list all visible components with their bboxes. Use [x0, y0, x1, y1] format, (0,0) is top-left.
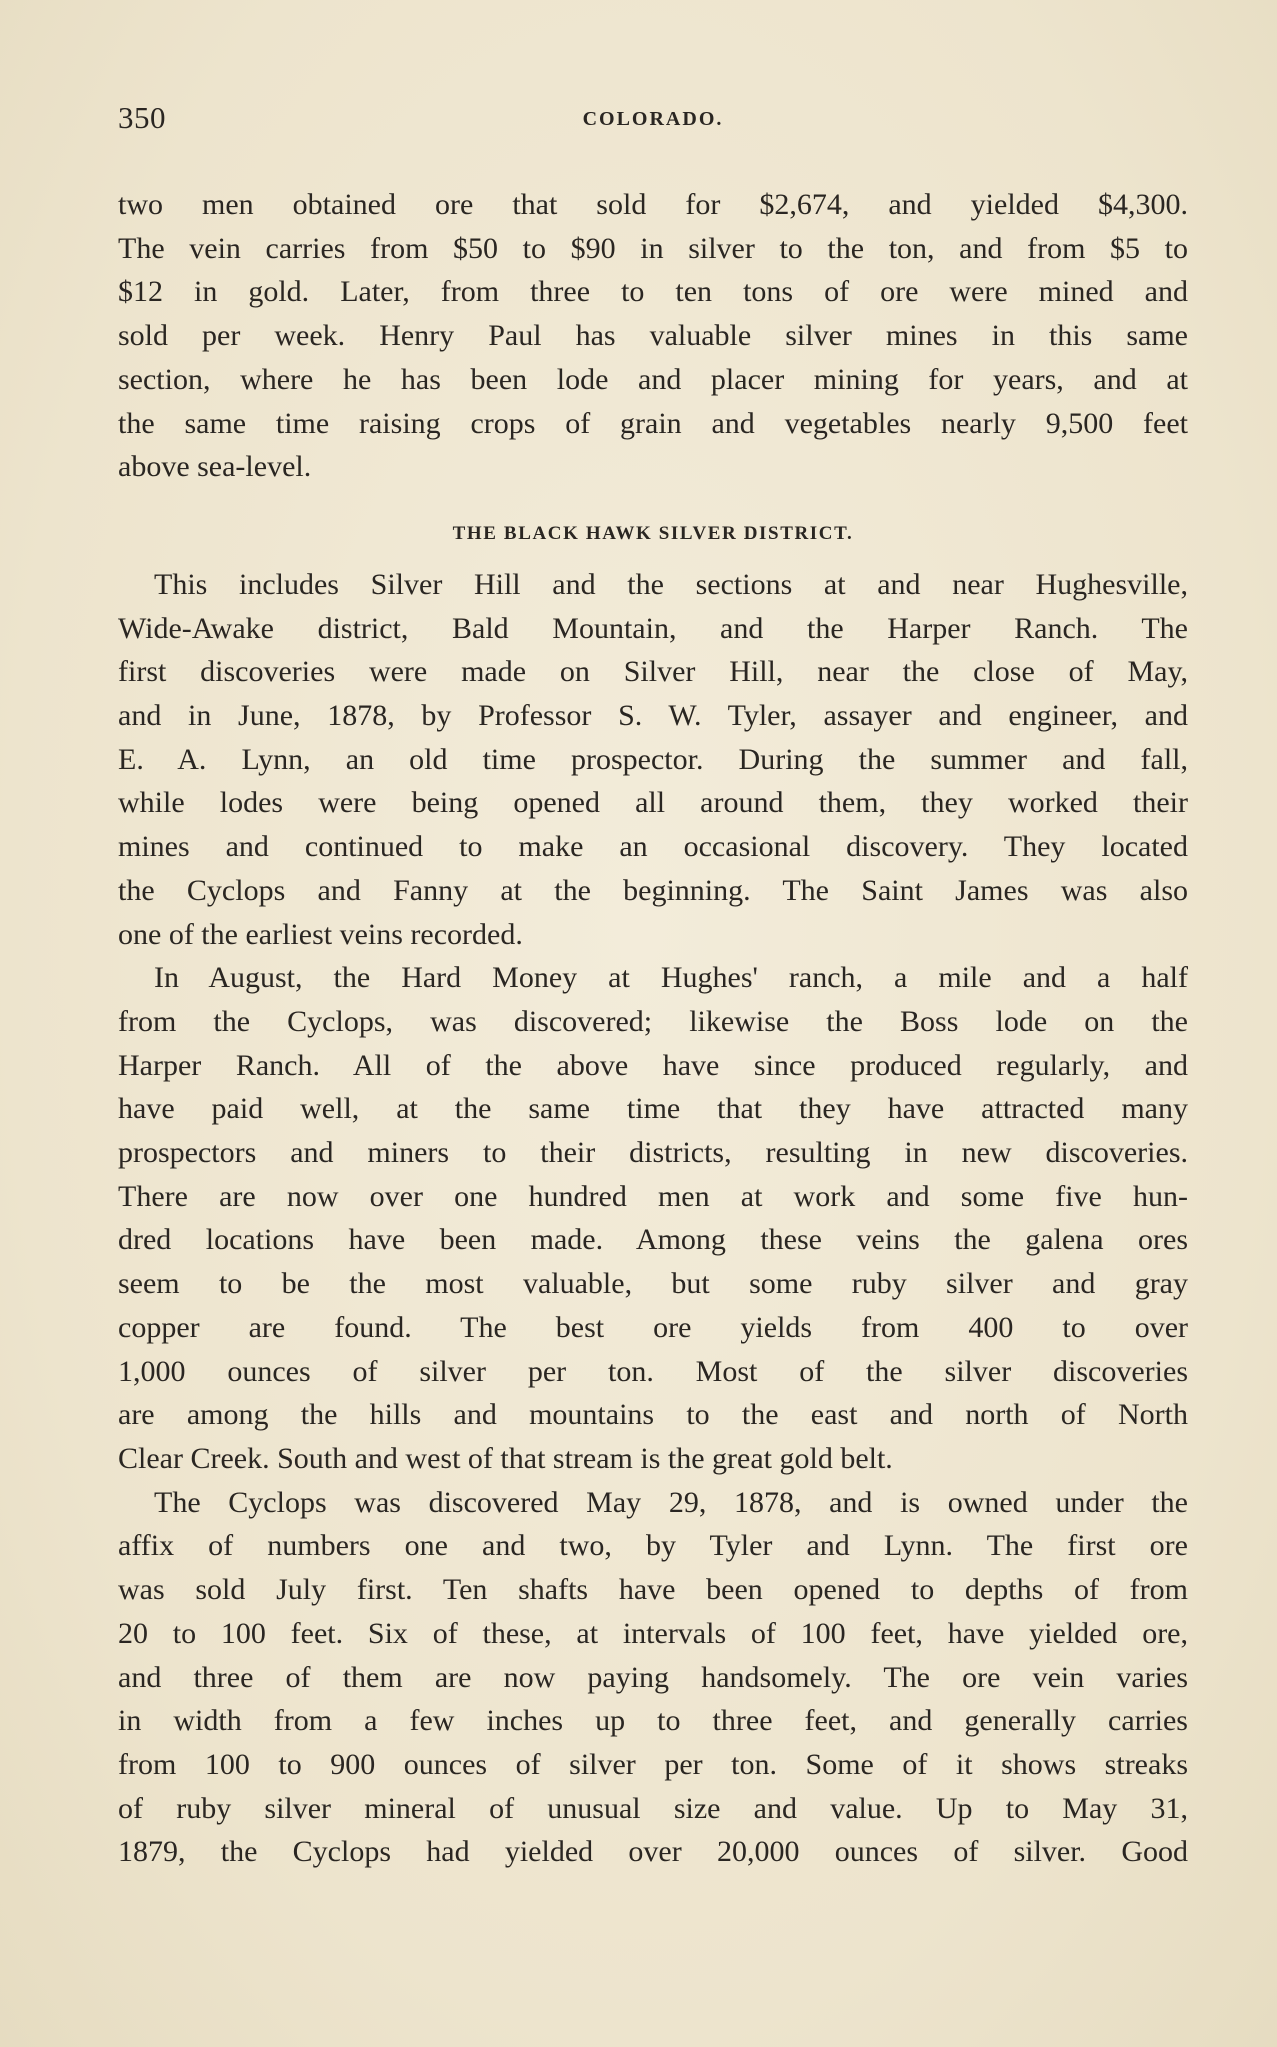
text-line: copper are found. The best ore yields from 400 to over: [118, 1310, 1188, 1344]
text-line: sold per week. Henry Paul has valuable silver mines in this same: [118, 319, 1188, 353]
text-line: in width from a few inches up to three feet, and generally carries: [118, 1704, 1188, 1738]
text-line: first discoveries were made on Silver Hill, near the close of May,: [118, 655, 1188, 689]
text-line: mines and continued to make an occasional discovery. They located: [118, 830, 1188, 864]
text-line: section, where he has been lode and placer mining for years, and at: [118, 362, 1188, 396]
text-line: have paid well, at the same time that they have attracted many: [118, 1092, 1188, 1126]
paragraph-4: [118, 1481, 1188, 1874]
paragraph-2: [118, 563, 1188, 956]
running-title: COLORADO.: [582, 108, 724, 130]
text-line: are among the hills and mountains to the east and north of North: [118, 1398, 1188, 1432]
text-line: from the Cyclops, was discovered; likewise the Boss lode on the: [118, 1004, 1188, 1038]
text-line: was sold July first. Ten shafts have been opened to depths of from: [118, 1573, 1188, 1607]
text-line: 1879, the Cyclops had yielded over 20,000 ounces of silver. Good: [118, 1835, 1188, 1869]
text-line: two men obtained ore that sold for $2,674, and yielded $4,300.: [118, 188, 1188, 221]
text-line: 1,000 ounces of silver per ton. Most of the silver discoveries: [118, 1354, 1188, 1388]
text-line: E. A. Lynn, an old time prospector. During the summer and fall,: [118, 742, 1188, 776]
running-head: [118, 100, 1188, 144]
text-line: affix of numbers one and two, by Tyler and Lynn. The first ore: [118, 1529, 1188, 1563]
text-line: dred locations have been made. Among these veins the galena ores: [118, 1223, 1188, 1257]
paragraph-1: [118, 183, 1188, 489]
text-line: of ruby silver mineral of unusual size and value. Up to May 31,: [118, 1791, 1188, 1825]
text-line: The Cyclops was discovered May 29, 1878, and is owned under the: [154, 1485, 1188, 1519]
text-line: Harper Ranch. All of the above have since produced regularly, and: [118, 1048, 1188, 1082]
text-line: $12 in gold. Later, from three to ten tons of ore were mined and: [118, 275, 1188, 309]
text-line: above sea-level.: [118, 450, 312, 484]
text-line: the same time raising crops of grain and vegetables nearly 9,500 feet: [118, 406, 1188, 440]
page-number: 350: [118, 100, 166, 135]
text-line: In August, the Hard Money at Hughes' ranch, a mile and a half: [154, 961, 1188, 995]
section-heading: THE BLACK HAWK SILVER DISTRICT.: [452, 522, 854, 544]
text-line: the Cyclops and Fanny at the beginning. The Saint James was also: [118, 873, 1188, 907]
text-line: There are now over one hundred men at work and some five hun-: [118, 1179, 1188, 1213]
text-line: prospectors and miners to their districts, resulting in new discoveries.: [118, 1136, 1188, 1170]
text-line: and in June, 1878, by Professor S. W. Tyler, assayer and engineer, and: [118, 699, 1188, 733]
text-line: Wide-Awake district, Bald Mountain, and the Harper Ranch. The: [118, 611, 1188, 645]
body-text: [118, 183, 1188, 1874]
paragraph-3: [118, 956, 1188, 1480]
text-line: from 100 to 900 ounces of silver per ton. Some of it shows streaks: [118, 1747, 1188, 1781]
text-line: This includes Silver Hill and the sections at and near Hughesville,: [154, 567, 1188, 601]
text-line: and three of them are now paying handsomely. The ore vein varies: [118, 1660, 1188, 1694]
text-line: Clear Creek. South and west of that stream is the great gold belt.: [118, 1441, 893, 1475]
text-line: one of the earliest veins recorded.: [118, 917, 523, 951]
text-line: seem to be the most valuable, but some ruby silver and gray: [118, 1267, 1188, 1301]
text-line: The vein carries from $50 to $90 in silver to the ton, and from $5 to: [118, 231, 1188, 265]
text-line: 20 to 100 feet. Six of these, at intervals of 100 feet, have yielded ore,: [118, 1616, 1188, 1650]
text-line: while lodes were being opened all around them, they worked their: [118, 786, 1188, 820]
